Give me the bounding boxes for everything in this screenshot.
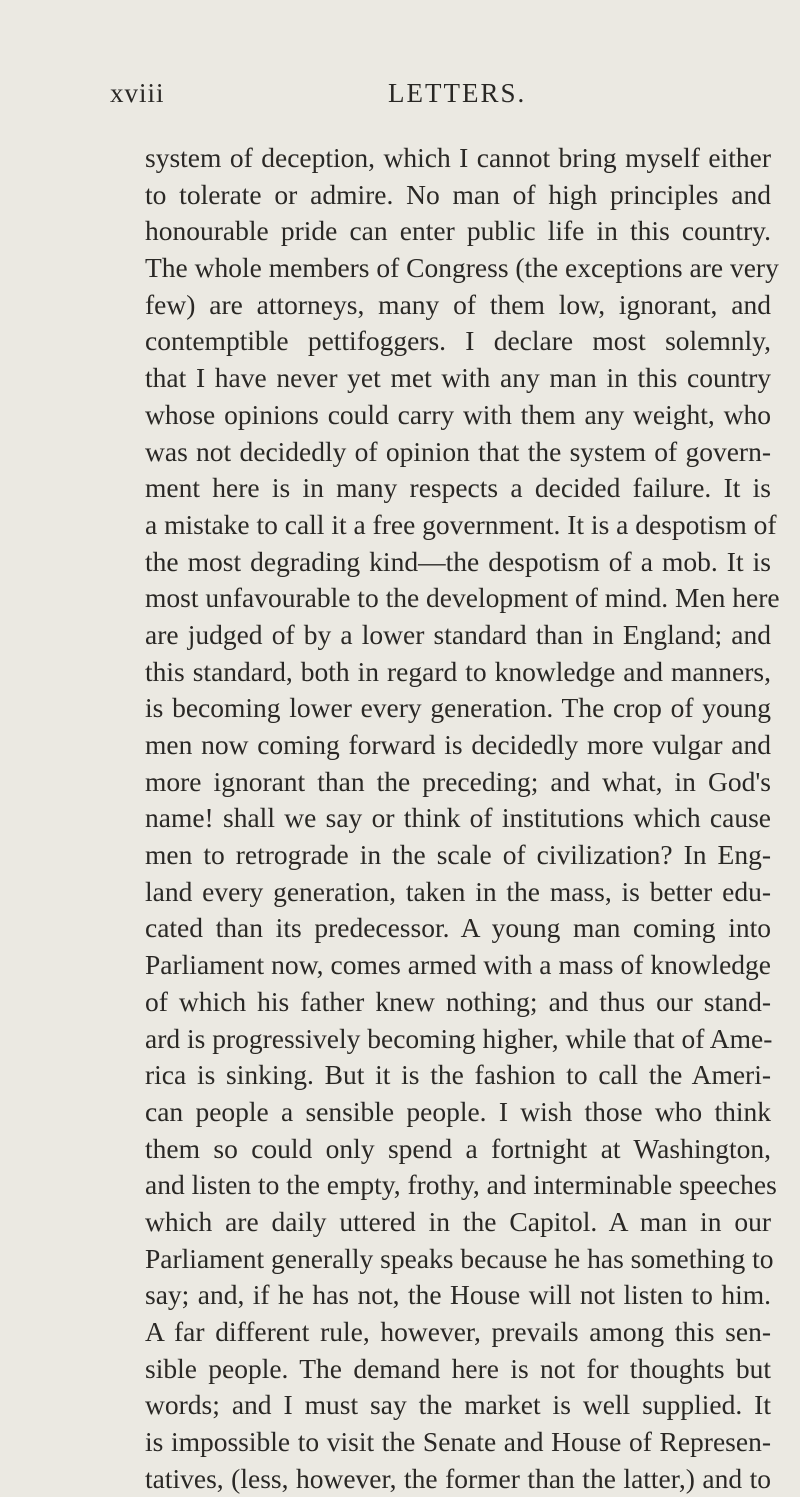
text-line: is impossible to visit the Senate and House of Represen-: [145, 1426, 771, 1458]
text-line: honourable pride can enter public life in this country.: [145, 215, 771, 247]
text-line: to tolerate or admire. No man of high principles and: [145, 178, 771, 210]
text-line: is becoming lower every generation. The crop of young: [145, 692, 771, 724]
text-line: tatives, (less, however, the former than the latter,) and to: [145, 1462, 771, 1494]
text-line: was not decidedly of opinion that the system of govern-: [145, 435, 771, 467]
text-line: say; and, if he has not, the House will not listen to him.: [145, 1279, 771, 1311]
text-line: most unfavourable to the development of mind. Men here: [145, 582, 780, 614]
text-line: which are daily uttered in the Capitol. A man in our: [145, 1205, 771, 1237]
text-line: system of deception, which I cannot bring myself either: [145, 142, 771, 173]
text-line: words; and I must say the market is well supplied. It: [145, 1389, 771, 1421]
text-line: name! shall we say or think of institutions which cause: [145, 802, 771, 834]
text-line: ment here is in many respects a decided failure. It is: [145, 472, 771, 504]
text-line: contemptible pettifoggers. I declare most solemnly,: [145, 325, 771, 357]
text-line: the most degrading kind—the despotism of a mob. It is: [145, 545, 771, 577]
running-head: [110, 78, 770, 118]
text-line: sible people. The demand here is not for thoughts but: [145, 1352, 771, 1384]
text-line: ard is progressively becoming higher, while that of Ame-: [145, 1022, 773, 1054]
text-line: more ignorant than the preceding; and what, in God's: [145, 765, 771, 797]
text-line: can people a sensible people. I wish those who think: [145, 1095, 771, 1127]
text-line: of which his father knew nothing; and thus our stand-: [145, 985, 771, 1017]
page-number: xviii: [110, 78, 165, 108]
text-line: them so could only spend a fortnight at Washington,: [145, 1132, 771, 1164]
text-line: whose opinions could carry with them any weight, who: [145, 398, 771, 430]
text-line: a mistake to call it a free government. It is a despotism of: [145, 508, 777, 540]
text-line: are judged of by a lower standard than in England; and: [145, 618, 771, 650]
text-line: men to retrograde in the scale of civilization? In Eng-: [145, 839, 771, 871]
text-line: A far different rule, however, prevails among this sen-: [145, 1316, 771, 1347]
text-line: The whole members of Congress (the exceptions are very: [145, 252, 779, 284]
text-line: Parliament now, comes armed with a mass of knowledge: [145, 949, 771, 981]
body-text: [145, 140, 780, 1497]
running-title: LETTERS.: [388, 78, 527, 108]
text-line: that I have never yet met with any man in this country: [145, 362, 771, 394]
text-line: rica is sinking. But it is the fashion to call the Ameri-: [145, 1059, 771, 1091]
text-line: land every generation, taken in the mass, is better edu-: [145, 875, 771, 907]
text-line: Parliament generally speaks because he has something to: [145, 1242, 774, 1274]
text-line: cated than its predecessor. A young man coming into: [145, 912, 771, 944]
text-line: men now coming forward is decidedly more vulgar and: [145, 729, 771, 760]
text-line: and listen to the empty, frothy, and interminable speeches: [145, 1169, 777, 1201]
text-line: few) are attorneys, many of them low, ignorant, and: [145, 288, 771, 320]
text-line: this standard, both in regard to knowledge and manners,: [145, 655, 771, 687]
